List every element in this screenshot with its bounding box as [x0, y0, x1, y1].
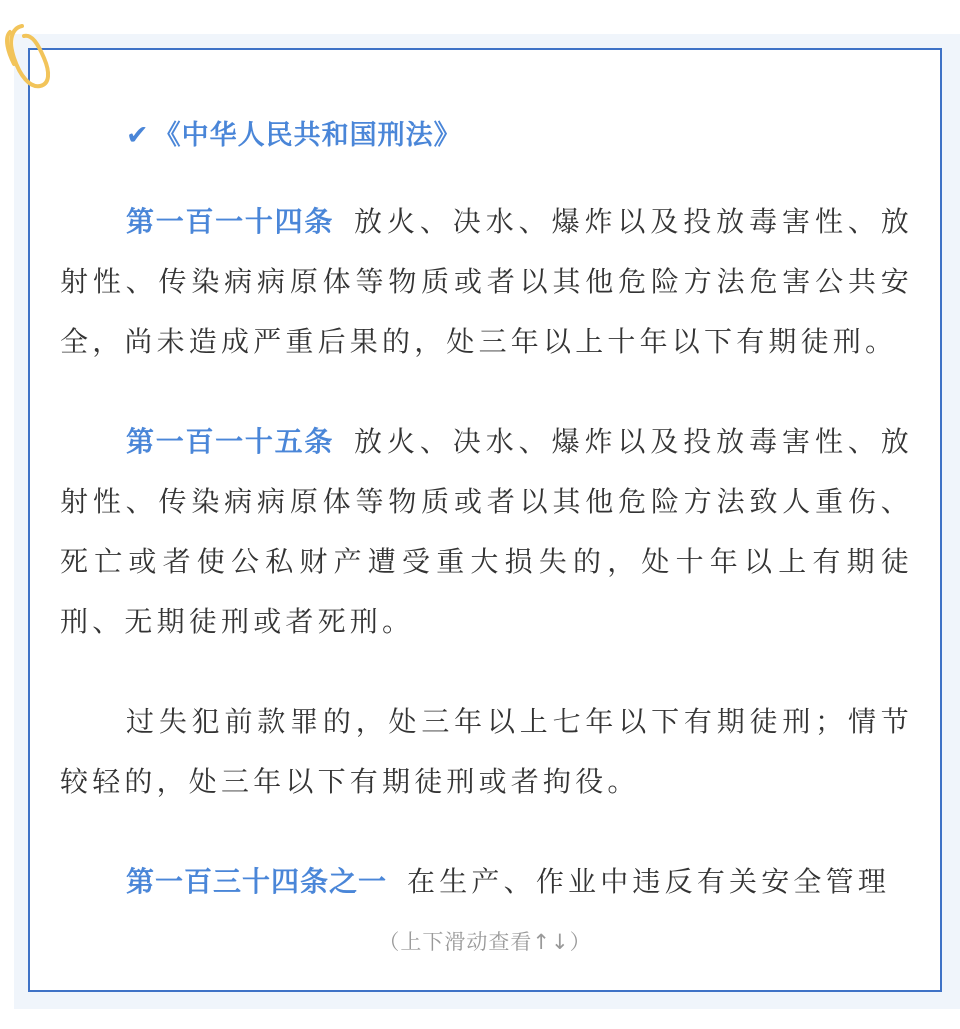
article-text: 放火、决水、爆炸以及投放毒害性、放射性、传染病病原体等物质或者以其他危险方法致人重伤、死亡或者使公私财产遭受重大损失的，处十年以上有期徒刑、无期徒刑或者死刑。	[60, 425, 913, 638]
article-number: 第一百三十四条之一	[126, 865, 388, 898]
article-number: 第一百一十五条	[126, 425, 335, 458]
law-title	[60, 112, 913, 160]
law-title-text: 《中华人民共和国刑法》	[153, 120, 462, 151]
law-text-content	[60, 112, 913, 912]
scroll-hint: （上下滑动查看↑↓）	[378, 930, 592, 954]
check-icon: ✔	[126, 120, 150, 151]
article-number: 第一百一十四条	[126, 205, 335, 238]
article-text: 在生产、作业中违反有关安全管理	[407, 865, 891, 898]
paragraph-article-134-1	[60, 852, 913, 912]
article-text: 过失犯前款罪的，处三年以上七年以下有期徒刑；情节较轻的，处三年以下有期徒刑或者拘役。	[60, 705, 913, 798]
paper-clip-icon	[2, 18, 54, 92]
paragraph-article-115	[60, 412, 913, 652]
paragraph-article-114	[60, 192, 913, 372]
article-text: 放火、决水、爆炸以及投放毒害性、放射性、传染病病原体等物质或者以其他危险方法危害公共安全，尚未造成严重后果的，处三年以上十年以下有期徒刑。	[60, 205, 913, 358]
paragraph-article-115-clause-2	[60, 692, 913, 812]
